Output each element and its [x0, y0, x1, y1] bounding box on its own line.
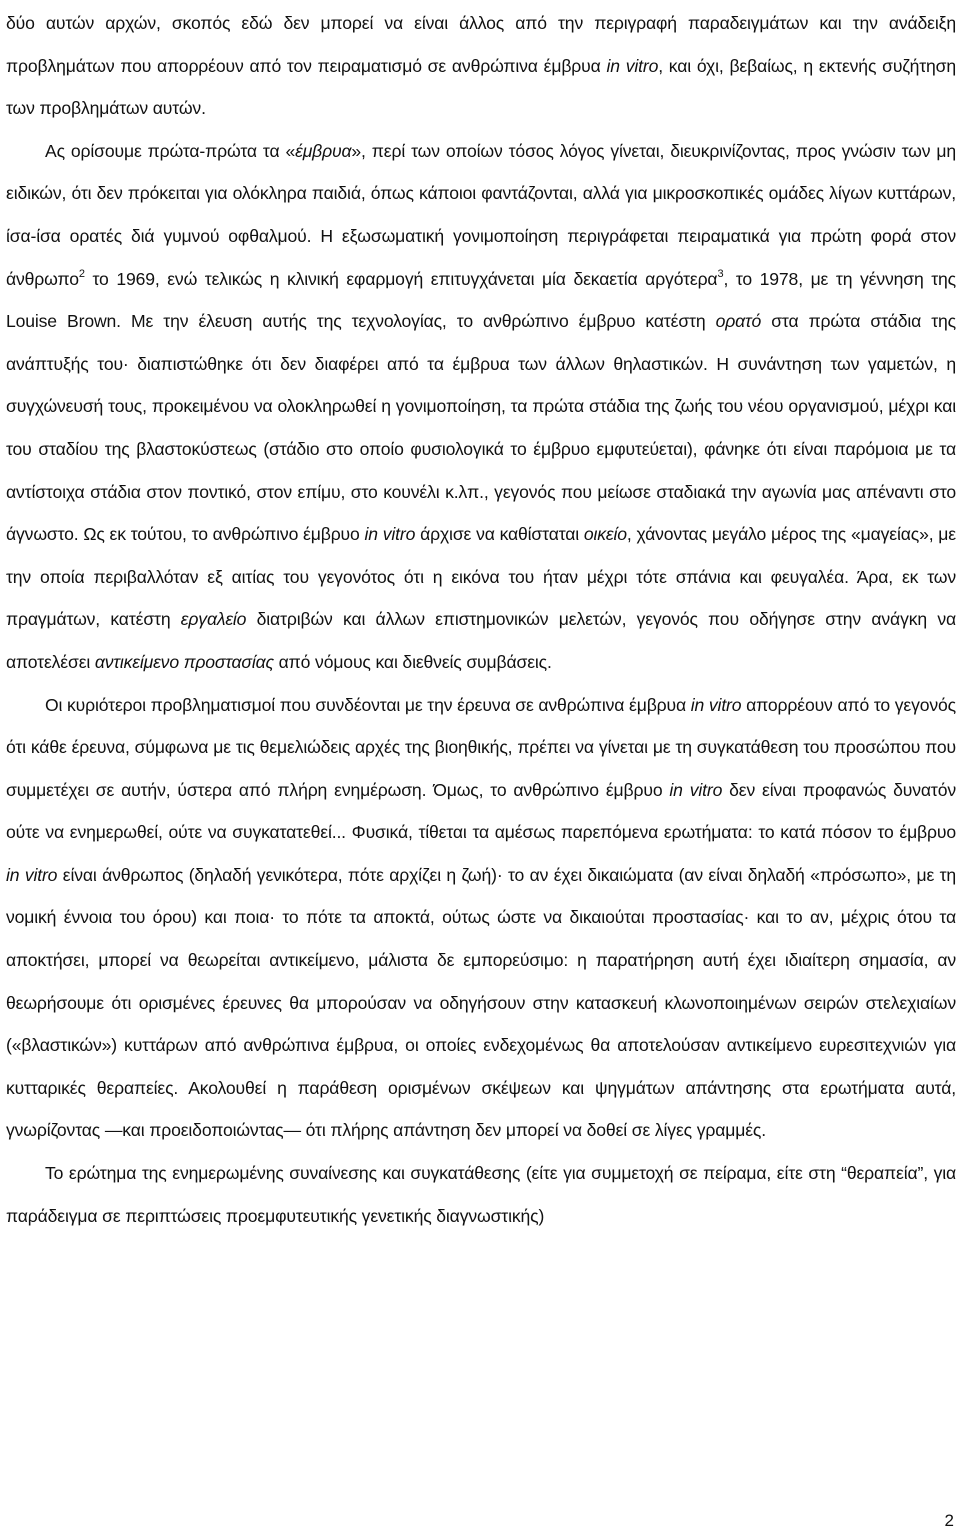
italic-text: in vitro	[364, 524, 416, 545]
document-page	[6, 2, 956, 1237]
footnote-reference: 3	[717, 267, 724, 280]
footnote-reference: 2	[78, 267, 85, 280]
paragraph	[6, 130, 956, 684]
italic-text: ορατό	[715, 311, 762, 332]
text-run: άρχισε να καθίσταται	[415, 524, 584, 545]
paragraph	[6, 2, 956, 130]
text-run: , χάνοντας μεγάλο μέρος της «μαγείας», με την οποία περιβαλλόταν εξ αιτίας του γεγονότος ότι η εικόνα του ήταν μέχρι τότε σπάνια και φευγαλέα. Άρα, εκ των πραγμάτων, κατέστη	[6, 524, 956, 630]
italic-text: in vitro	[669, 779, 723, 800]
text-run: Οι κυριότεροι προβληματισμοί που συνδέονται με την έρευνα σε ανθρώπινα έμβρυα	[45, 694, 691, 715]
italic-text: εργαλείο	[180, 609, 247, 630]
italic-text: in vitro	[690, 694, 742, 715]
page-number: 2	[944, 1511, 954, 1530]
italic-text: in vitro	[6, 864, 58, 885]
text-run: είναι άνθρωπος (δηλαδή γενικότερα, πότε αρχίζει η ζωή)· το αν έχει δικαιώματα (αν είναι δηλαδή «πρόσωπο», με τη νομική έννοια του όρου) και ποια· το πότε τα αποκτά, ούτως ώστε να δικαιούται προστασίας· και το αν, μέχρις ότου τα αποκτήσει, μπορεί να θεωρείται αντικείμενο, μάλιστα δε εμπορεύσιμο: η παρατήρηση αυτή έχει ιδιαίτερη σημασία, αν θεωρήσουμε ότι ορισμένες έρευνες θα μπορούσαν να οδηγήσουν στην κατασκευή κλωνοποιημένων σειρών στελεχιαίων («βλαστικών») κυττάρων από ανθρώπινα έμβρυα, οι οποίες ενδεχομένως θα αποτελούσαν αντικείμενο ευρεσιτεχνιών για κυτταρικές θεραπείες. Ακολουθεί η παράθεση ορισμένων σκέψεων και ψηγμάτων απάντησης στα ερωτήματα αυτά, γνωρίζοντας —και προειδοποιώντας— ότι πλήρης απάντηση δεν μπορεί να δοθεί σε λίγες γραμμές.	[6, 864, 957, 1141]
text-run: στα πρώτα στάδια της ανάπτυξής του· διαπιστώθηκε ότι δεν διαφέρει από τα έμβρυα των άλλων θηλαστικών. Η συνάντηση των γαμετών, η συγχώνευσή τους, προκειμένου να ολοκληρωθεί η γονιμοποίηση, τα πρώτα στάδια της ζωής του νέου οργανισμού, μέχρι και του σταδίου της βλαστοκύστεως (στάδιο στο οποίο φυσιολογικά το έμβρυο εμφυτεύεται), φάνηκε ότι είναι παρόμοια με τα αντίστοιχα στάδια στον ποντικό, στον επίμυ, στο κουνέλι κ.λπ., γεγονός που μείωσε σταδιακά την αγωνία μας απέναντι στο άγνωστο. Ως εκ τούτου, το ανθρώπινο έμβρυο	[6, 311, 956, 545]
paragraph	[6, 684, 956, 1153]
text-run: , το 1978, με τη γέννηση της Louise Brown. Με την έλευση αυτής της τεχνολογίας, το ανθρώπινο έμβρυο κατέστη	[6, 268, 956, 332]
text-run: Το ερώτημα της ενημερωμένης συναίνεσης και συγκατάθεσης (είτε για συμμετοχή σε πείραμα, είτε στη “θεραπεία”, για παράδειγμα σε περιπτώσεις προεμφυτευτικής γενετικής διαγνωστικής)	[6, 1163, 956, 1226]
text-run: διατριβών και άλλων επιστημονικών μελετών, γεγονός που οδήγησε στην ανάγκη να αποτελέσει	[6, 609, 956, 672]
text-run: Ας ορίσουμε πρώτα-πρώτα τα «	[45, 140, 296, 161]
italic-text: in vitro	[606, 55, 659, 76]
text-run: από νόμους και διεθνείς συμβάσεις.	[273, 651, 552, 672]
document-body	[6, 2, 956, 1237]
text-run: απορρέουν από το γεγονός ότι κάθε έρευνα, σύμφωνα με τις θεμελιώδεις αρχές της βιοηθικής, πρέπει να γίνεται με τη συγκατάθεση του προσώπου που συμμετέχει σε αυτήν, ύστερα από πλήρη ενημέρωση. Όμως, το ανθρώπινο έμβρυο	[6, 694, 956, 800]
paragraph	[6, 1152, 956, 1237]
text-run: , και όχι, βεβαίως, η εκτενής συζήτηση των προβλημάτων αυτών.	[6, 55, 956, 119]
italic-text: έμβρυα	[295, 140, 352, 161]
italic-text: οικείο	[583, 524, 627, 545]
text-run: το 1969, ενώ τελικώς η κλινική εφαρμογή επιτυγχάνεται μία δεκαετία αργότερα	[84, 268, 718, 289]
text-run: δεν είναι προφανώς δυνατόν ούτε να ενημερωθεί, ούτε να συγκατατεθεί... Φυσικά, τίθεται τα αμέσως παρεπόμενα ερωτήματα: το κατά πόσον το έμβρυο	[6, 779, 956, 843]
text-run: », περί των οποίων τόσος λόγος γίνεται, διευκρινίζοντας, προς γνώσιν των μη ειδικών, ότι δεν πρόκειται για ολόκληρα παιδιά, όπως κάποιοι φαντάζονται, αλλά για μικροσκοπικές ομάδες λίγων κυττάρων, ίσα-ίσα ορατές διά γυμνού οφθαλμού. Η εξωσωματική γονιμοποίηση περιγράφεται πειραματικά για πρώτη φορά στον άνθρωπο	[6, 140, 956, 289]
text-run: δύο αυτών αρχών, σκοπός εδώ δεν μπορεί να είναι άλλος από την περιγραφή παραδειγμάτων και την ανάδειξη προβλημάτων που απορρέουν από τον πειραματισμό σε ανθρώπινα έμβρυα	[6, 13, 956, 76]
italic-text: αντικείμενο προστασίας	[94, 651, 274, 672]
